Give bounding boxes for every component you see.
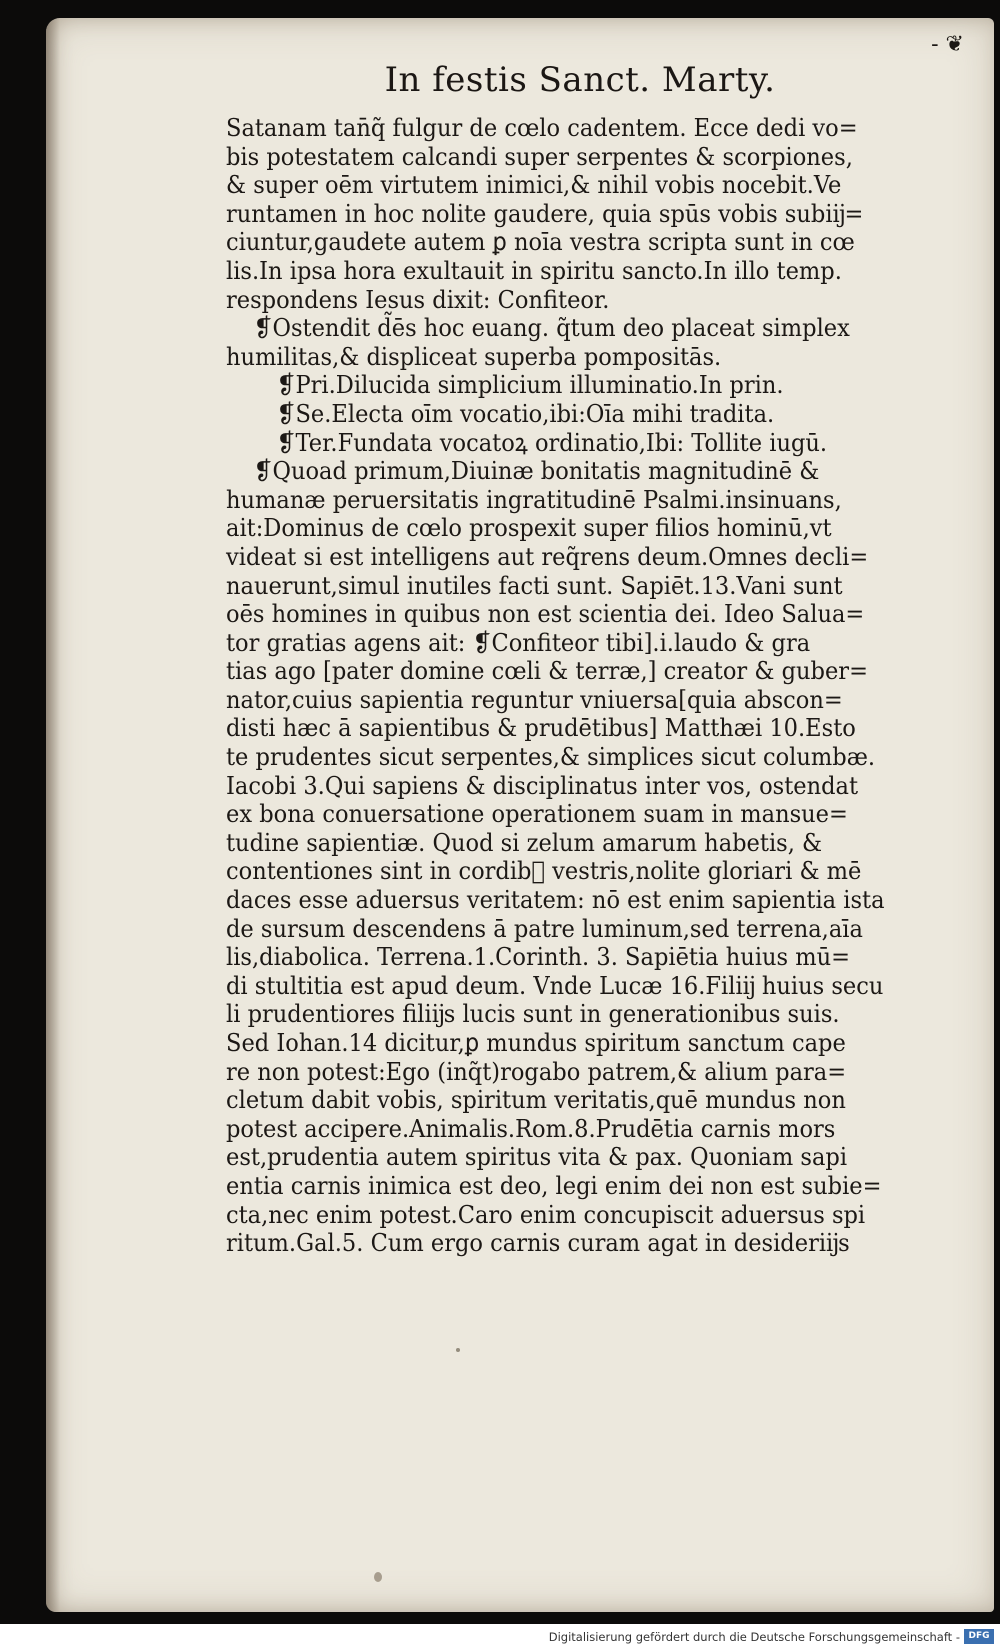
text-line: te prudentes sicut serpentes,& simplices sicut columbæ. (226, 742, 876, 772)
text-line: lis,diabolica. Terrena.1.Corinth. 3. Sapiētia huius mū= (226, 942, 851, 972)
text-line: lis.In ipsa hora exultauit in spiritu sancto.In illo temp. (226, 255, 842, 285)
text-line: oēs homines in quibus non est scientia dei. Ideo Salua= (226, 599, 865, 629)
text-line: di stultitia est apud deum. Vnde Lucæ 16.Filiĳ huius secu (226, 970, 884, 1000)
text-line: ciuntur,gaudete autem ꝑ noīa vestra scripta sunt in cœ (226, 227, 855, 257)
text-line: ❡Se.Electa oīm vocatio,ibi:Oīa mihi tradita. (276, 398, 775, 428)
text-line: cta,nec enim potest.Caro enim concupiscit aduersus spi (226, 1199, 866, 1229)
text-line: humilitas,& displiceat superba pompositās. (226, 341, 722, 371)
ink-smudge (374, 1572, 382, 1582)
text-line: disti hæc ā sapientibus & prudētibus] Matthæi 10.Esto (226, 713, 856, 743)
text-line: ait:Dominus de cœlo prospexit super filios hominū,vt (226, 513, 832, 543)
text-line: contentiones sint in cordib᷒ vestris,nolite gloriari & mē (226, 856, 862, 886)
dfg-logo: DFG (964, 1629, 994, 1644)
page-ornament: - ❦ (931, 32, 964, 57)
text-line: humanæ peruersitatis ingratitudinē Psalmi.insinuans, (226, 484, 842, 514)
text-line: potest accipere.Animalis.Rom.8.Prudētia carnis mors (226, 1113, 836, 1143)
text-line: tias ago [pater domine cœli & terræ,] creator & guber= (226, 656, 868, 686)
digitization-footer (0, 1624, 1000, 1651)
ink-speck (456, 1348, 460, 1352)
text-line: tor gratias agens ait: ❡Confiteor tibi].i.laudo & gra (226, 627, 811, 657)
text-line: ❡Pri.Dilucida simplicium illuminatio.In prin. (276, 370, 784, 400)
text-line: bis potestatem calcandi super serpentes & scorpiones, (226, 141, 853, 171)
text-line: Satanam tan̄q̃ fulgur de cœlo cadentem. Ecce dedi vo= (226, 113, 858, 142)
text-line: de sursum descendens ā patre luminum,sed terrena,aīa (226, 913, 863, 943)
page-text (226, 114, 946, 1258)
text-line: entia carnis inimica est deo, legi enim dei non est subie= (226, 1170, 882, 1200)
text-line: nauerunt,simul inutiles facti sunt. Sapiēt.13.Vani sunt (226, 570, 843, 600)
text-line: li prudentiores filiĳs lucis sunt in generationibus suis. (226, 999, 840, 1029)
text-line: nator,cuius sapientia reguntur vniuersa[quia abscon= (226, 684, 843, 714)
text-line: cletum dabit vobis, spiritum veritatis,quē mundus non (226, 1085, 846, 1115)
book-page (46, 18, 994, 1612)
text-line: respondens Iesus dixit: Confiteor. (226, 284, 610, 314)
text-line: ❡Ter.Fundata vocatoꝝ ordinatio,Ibi: Tollite iugū. (276, 427, 828, 457)
text-line: ex bona conuersatione operationem suam in mansue= (226, 799, 848, 829)
text-line: ritum.Gal.5. Cum ergo carnis curam agat in desideriĳs (226, 1228, 850, 1258)
text-line: & super oēm virtutem inimici,& nihil vobis nocebit.Ve (226, 170, 842, 200)
text-line: videat si est intelligens aut req̃rens deum.Omnes decli= (226, 541, 869, 571)
running-header: In festis Sanct. Marty. (384, 60, 776, 100)
text-line: runtamen in hoc nolite gaudere, quia spūs vobis subiĳ= (226, 198, 864, 228)
text-line: daces esse aduersus veritatem: nō est enim sapientia ista (226, 885, 885, 915)
text-line: tudine sapientiæ. Quod si zelum amarum habetis, & (226, 827, 823, 857)
footer-credit: Digitalisierung gefördert durch die Deutsche Forschungsgemeinschaft - (548, 1630, 960, 1644)
text-line: Iacobi 3.Qui sapiens & disciplinatus inter vos, ostendat (226, 770, 859, 800)
text-line: re non potest:Ego (inq̃t)rogabo patrem,& alium para= (226, 1056, 847, 1086)
text-line: ❡Ostendit d̃ēs hoc euang. q̃tum deo placeat simplex (253, 313, 850, 343)
text-line: est,prudentia autem spiritus vita & pax. Quoniam sapi (226, 1142, 848, 1172)
text-line: Sed Iohan.14 dicitur,ꝑ mundus spiritum sanctum cape (226, 1028, 846, 1057)
text-line: ❡Quoad primum,Diuinæ bonitatis magnitudinē & (253, 456, 820, 486)
